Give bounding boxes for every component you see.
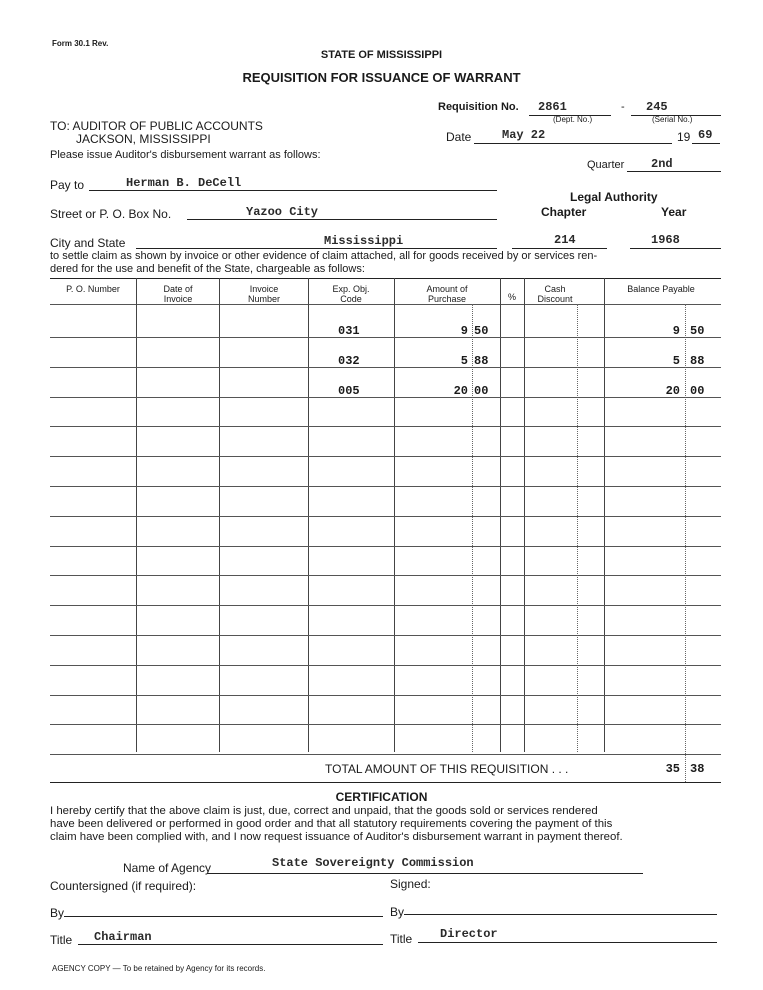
row-3-balance-dollars: 20 [665, 384, 680, 398]
total-dollars: 35 [665, 762, 680, 776]
header-po: P. O. Number [66, 284, 120, 294]
row-2-amount-dollars: 5 [460, 354, 468, 368]
city-value: Mississippi [324, 234, 404, 248]
row-1-code: 031 [338, 324, 360, 338]
col-divider [524, 278, 525, 752]
col-divider [604, 278, 605, 752]
pay-to-value: Herman B. DeCell [126, 176, 242, 190]
cents-divider [685, 304, 686, 782]
total-label: TOTAL AMOUNT OF THIS REQUISITION . . . [325, 762, 569, 776]
agency-label: Name of Agency [123, 861, 212, 875]
row-1-amount-cents: 50 [474, 324, 489, 338]
dept-no-value: 2861 [538, 100, 567, 114]
year-prefix: 19 [677, 130, 691, 144]
year-value: 69 [698, 128, 713, 142]
row-2-balance-dollars: 5 [672, 354, 680, 368]
to-line-2: JACKSON, MISSISSIPPI [76, 132, 211, 146]
total-cents: 38 [690, 762, 705, 776]
by-left-line [64, 916, 383, 917]
table-bottom-border [50, 782, 721, 783]
row-3-code: 005 [338, 384, 360, 398]
certification-line-1: I hereby certify that the above claim is just, due, correct and unpaid, that the goods sold or services rendered [50, 805, 598, 817]
agency-line [207, 873, 643, 874]
cents-divider [577, 304, 578, 752]
title-left-line [78, 944, 383, 945]
by-left-label: By [50, 906, 65, 920]
date-line [474, 143, 672, 144]
serial-no-value: 245 [646, 100, 668, 114]
table-row-line [50, 754, 721, 755]
row-1-amount-dollars: 9 [460, 324, 468, 338]
table-row-line [50, 605, 721, 606]
table-row-line [50, 516, 721, 517]
year-label: Year [661, 205, 687, 219]
legal-authority-label: Legal Authority [570, 190, 658, 204]
chapter-label: Chapter [541, 205, 587, 219]
footer-note: AGENCY COPY — To be retained by Agency for its records. [52, 964, 266, 973]
street-label: Street or P. O. Box No. [50, 207, 172, 221]
header-invoice: Invoice Number [247, 284, 280, 304]
city-label: City and State [50, 236, 126, 250]
chapter-value: 214 [554, 233, 576, 247]
header-balance: Balance Payable [627, 284, 695, 294]
countersigned-label: Countersigned (if required): [50, 879, 197, 893]
table-top-border [50, 278, 721, 279]
street-value: Yazoo City [246, 205, 319, 219]
row-2-code: 032 [338, 354, 360, 368]
serial-no-caption: (Serial No.) [652, 115, 693, 124]
header-amount: Amount of Purchase [426, 284, 468, 304]
chapter-line [512, 248, 607, 249]
pay-to-line [89, 190, 497, 191]
col-divider [308, 278, 309, 752]
signed-label: Signed: [390, 877, 431, 891]
form-title: REQUISITION FOR ISSUANCE OF WARRANT [242, 70, 521, 85]
table-row-line [50, 367, 721, 368]
title-left-label: Title [50, 933, 73, 947]
certification-title: CERTIFICATION [335, 790, 428, 804]
table-header-border [50, 304, 721, 305]
table-row-line [50, 426, 721, 427]
table-row-line [50, 724, 721, 725]
table-row-line [50, 635, 721, 636]
row-3-amount-dollars: 20 [453, 384, 468, 398]
agency-value: State Sovereignty Commission [272, 856, 474, 870]
header-pct: % [507, 292, 516, 302]
table-row-line [50, 546, 721, 547]
to-line-1: TO: AUDITOR OF PUBLIC ACCOUNTS [50, 119, 263, 133]
title-left-value: Chairman [94, 930, 152, 944]
by-right-line [404, 914, 717, 915]
year-line [692, 143, 720, 144]
table-row-line [50, 397, 721, 398]
header-exp: Exp. Obj. Code [332, 284, 370, 304]
date-value: May 22 [502, 128, 546, 142]
col-divider [219, 278, 220, 752]
title-right-label: Title [390, 932, 413, 946]
instruction-text: Please issue Auditor's disbursement warrant as follows: [50, 149, 321, 161]
settle-text-2: dered for the use and benefit of the State, chargeable as follows: [50, 263, 365, 275]
quarter-label: Quarter [587, 159, 625, 171]
quarter-line [627, 171, 721, 172]
title-right-value: Director [440, 927, 498, 941]
legal-year-line [630, 248, 721, 249]
row-1-balance-dollars: 9 [672, 324, 680, 338]
header-date: Date of Invoice [163, 284, 193, 304]
header-cash: Cash Discount [537, 284, 573, 304]
pay-to-label: Pay to [50, 178, 85, 192]
quarter-value: 2nd [651, 157, 673, 171]
dash: - [621, 101, 625, 113]
table-row-line [50, 665, 721, 666]
table-row-line [50, 456, 721, 457]
row-2-balance-cents: 88 [690, 354, 705, 368]
col-divider [500, 278, 501, 752]
street-line [187, 219, 497, 220]
table-row-line [50, 337, 721, 338]
form-number: Form 30.1 Rev. [52, 39, 109, 48]
dept-no-caption: (Dept. No.) [553, 115, 593, 124]
cents-divider [472, 304, 473, 752]
certification-line-2: have been delivered or performed in good order and that all statutory requirements covering the payment of this [50, 818, 613, 830]
date-label: Date [446, 130, 472, 144]
by-right-label: By [390, 905, 405, 919]
table-row-line [50, 695, 721, 696]
title-right-line [418, 942, 717, 943]
settle-text-1: to settle claim as shown by invoice or other evidence of claim attached, all for goods received by or services ren- [50, 250, 598, 262]
table-row-line [50, 486, 721, 487]
row-3-amount-cents: 00 [474, 384, 489, 398]
city-line [136, 248, 497, 249]
requisition-label: Requisition No. [438, 101, 519, 113]
row-1-balance-cents: 50 [690, 324, 705, 338]
state-title: STATE OF MISSISSIPPI [320, 49, 443, 61]
table-row-line [50, 575, 721, 576]
row-3-balance-cents: 00 [690, 384, 705, 398]
certification-line-3: claim have been complied with, and I now request issuance of Auditor's disbursement warrant in payment thereof. [50, 831, 623, 843]
row-2-amount-cents: 88 [474, 354, 489, 368]
legal-year-value: 1968 [651, 233, 680, 247]
col-divider [394, 278, 395, 752]
col-divider [136, 278, 137, 752]
